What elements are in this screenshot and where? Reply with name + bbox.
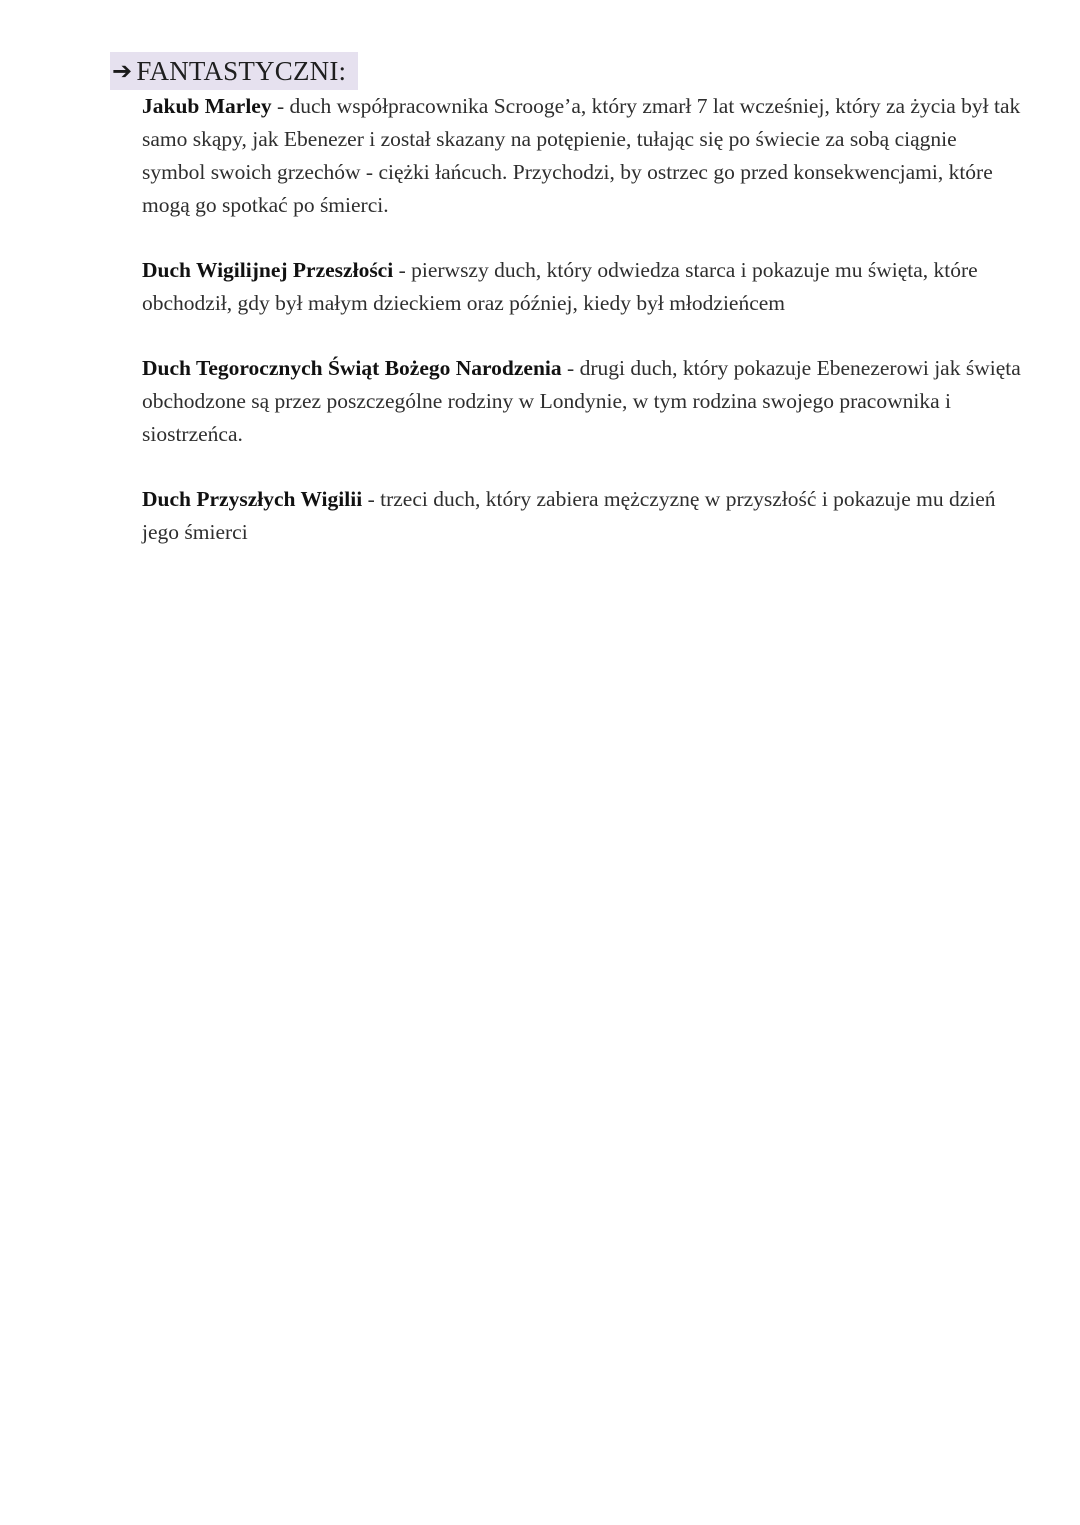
character-entry-past	[142, 254, 1022, 320]
section-heading-title: FANTASTYCZNI:	[136, 55, 347, 86]
character-name: Duch Wigilijnej Przeszłości	[142, 258, 394, 282]
character-entry-present	[142, 352, 1022, 451]
character-description: - pierwszy duch, który odwiedza starca i pokazuje mu święta, które obchodził, gdy był małym dzieckiem oraz później, kiedy był młodzieńcem	[142, 258, 978, 315]
character-entry-marley	[142, 90, 1022, 222]
character-name: Jakub Marley	[142, 94, 272, 118]
character-description: - duch współpracownika Scrooge’a, który zmarł 7 lat wcześniej, który za życia był tak samo skąpy, jak Ebenezer i został skazany na potępienie, tułając się po świecie za sobą ciągnie symbol swoich grzechów - ciężki łańcuch. Przychodzi, by ostrzec go przed konsekwencjami, które mogą go spotkać po śmierci.	[142, 94, 1021, 217]
character-entry-future	[142, 483, 1022, 549]
character-name: Duch Tegorocznych Świąt Bożego Narodzenia	[142, 356, 562, 380]
arrow-right-icon: ➔	[112, 57, 133, 85]
section-heading	[110, 52, 358, 90]
character-description: - drugi duch, który pokazuje Ebenezerowi jak święta obchodzone są przez poszczególne rodziny w Londynie, w tym rodzina swojego pracownika i siostrzeńca.	[142, 356, 1021, 446]
character-name: Duch Przyszłych Wigilii	[142, 487, 363, 511]
character-description: - trzeci duch, który zabiera mężczyznę w przyszłość i pokazuje mu dzień jego śmierci	[142, 487, 996, 544]
character-list	[142, 90, 1022, 581]
